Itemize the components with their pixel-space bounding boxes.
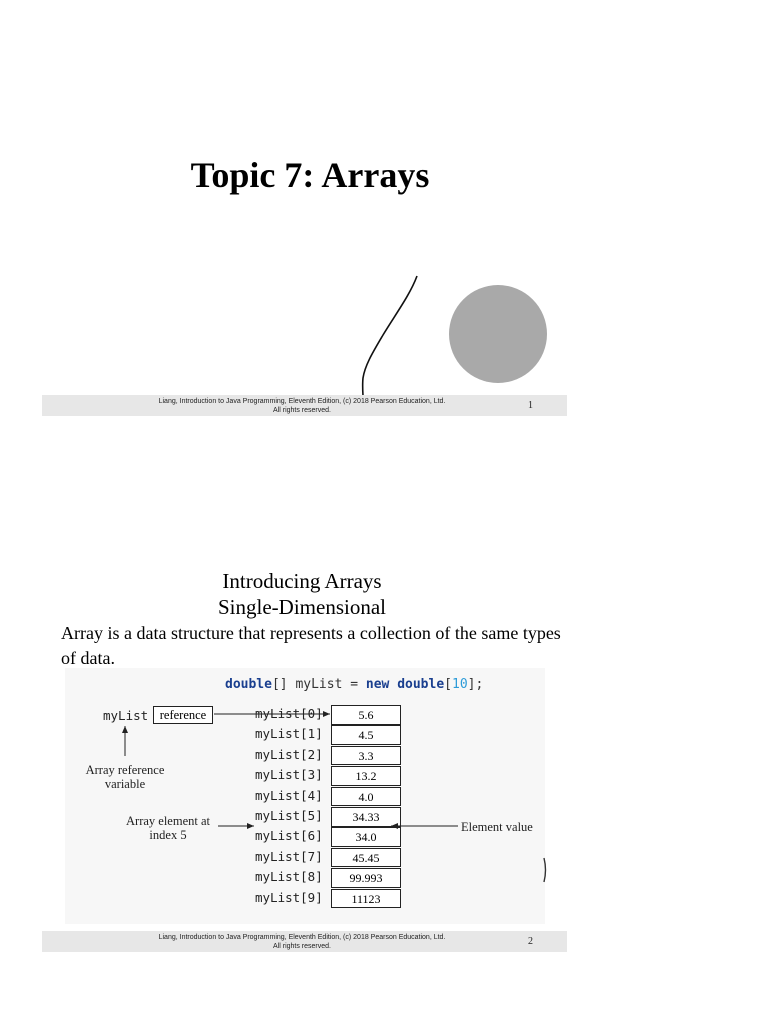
footer-credit-line1: Liang, Introduction to Java Programming, Eleventh Edition, (c) 2018 Pearson Education, Ltd. (158, 398, 446, 405)
slide-title (0, 568, 604, 620)
caption-line: index 5 (149, 828, 187, 842)
diagram-arrows (65, 668, 545, 924)
array-index-label: myList[3] (255, 767, 323, 783)
footer-credit-line2: All rights reserved. (273, 943, 331, 950)
array-index-label: myList[8] (255, 869, 323, 885)
ink-annotation-stroke (355, 270, 425, 410)
slide-description: Array is a data structure that represents a collection of the same types of data. (61, 623, 561, 668)
array-value-cell: 11123 (331, 889, 401, 909)
caption-line: Array reference (85, 763, 165, 777)
footer-credit-line2: All rights reserved. (273, 407, 331, 414)
array-index-label: myList[9] (255, 889, 323, 905)
array-variable-name: myList (103, 708, 149, 723)
slide-title-line1: Introducing Arrays (222, 569, 382, 593)
array-value-cell: 34.33 (331, 807, 401, 827)
footer-credit-line1: Liang, Introduction to Java Programming, Eleventh Edition, (c) 2018 Pearson Education, Ltd. (158, 934, 446, 941)
element-value-caption: Element value (461, 820, 533, 834)
array-index-label: myList[1] (255, 726, 323, 742)
slide-title-line2: Single-Dimensional (218, 595, 386, 619)
code-keyword: double (397, 677, 445, 692)
array-diagram (65, 668, 545, 924)
code-keyword: new (365, 677, 390, 692)
array-value-cell: 34.0 (331, 827, 401, 847)
array-value-cell: 4.5 (331, 725, 401, 745)
array-value-cell: 45.45 (331, 848, 401, 868)
slide-2 (0, 540, 768, 960)
slide-1 (0, 0, 768, 420)
code-number: 10 (452, 677, 468, 692)
code-keyword: double (225, 677, 272, 692)
array-index-label: myList[0] (255, 706, 323, 721)
array-value-cell: 13.2 (331, 766, 401, 786)
caption-line: variable (104, 777, 146, 791)
code-text: [] myList = (271, 677, 366, 692)
array-index-label: myList[6] (255, 828, 323, 844)
slide-footer (42, 931, 567, 952)
array-value-cell: 3.3 (331, 746, 401, 766)
array-index-label: myList[4] (255, 787, 323, 803)
page-number: 1 (528, 400, 533, 411)
array-value-cell: 99.993 (331, 868, 401, 888)
slide-title: Topic 7: Arrays (190, 155, 430, 195)
code-text: ]; (467, 677, 484, 692)
decorative-circle (449, 285, 547, 383)
array-index-label: myList[5] (255, 808, 323, 823)
slide-footer (42, 395, 567, 416)
footer-credit (102, 397, 502, 415)
reference-box: reference (153, 706, 213, 724)
array-index-label: myList[7] (255, 848, 323, 864)
footer-credit (102, 933, 502, 951)
page-number: 2 (528, 936, 533, 947)
caption-line: Array element at (126, 814, 210, 828)
code-text: [ (444, 677, 452, 692)
array-value-cell: 5.6 (331, 705, 401, 725)
array-index-label: myList[2] (255, 746, 323, 762)
array-value-cell: 4.0 (331, 787, 401, 807)
ink-mark (544, 858, 546, 882)
